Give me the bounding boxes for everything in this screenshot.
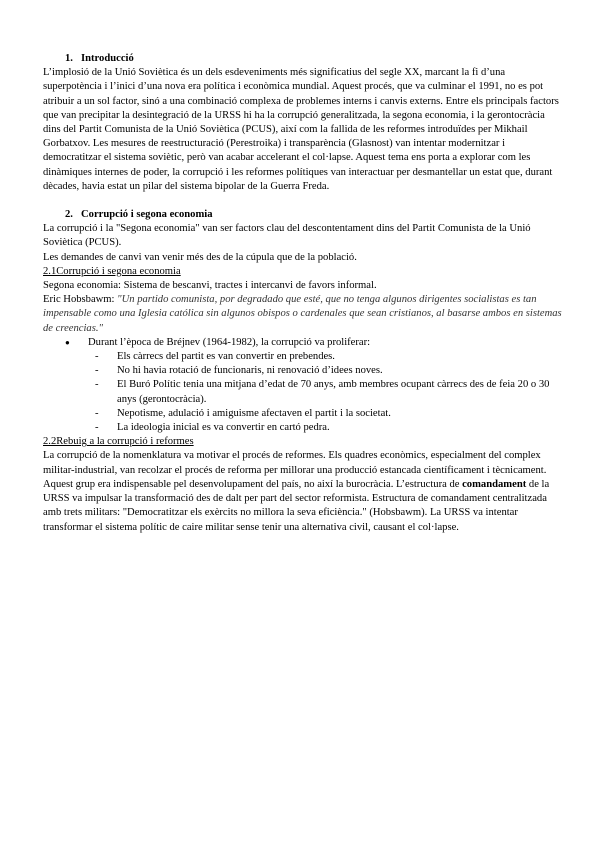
reforms-text-end: de la URSS va impulsar la transformació des de dalt per part del sector reformista. Estructura de comandament centralitzada amb trets militars: "Democratitzar els exèrcits no millora la seva eficiència." (Hobsbawm). La URSS va intentar transformar el sistema polític de caire militar sense tenir una alternativa civil, causant el col·lapse. (43, 478, 550, 533)
reforms-text-start: La corrupció de la nomenklatura va motivar el procés de reformes. Els quadres econòmics, especialment del complex militar-industrial, van recolzar el procés de reforma per millorar una producció estancada científicament i tècnicament. Aquest grup era indispensable pel desenvolupament del país, no així la burocràcia. L’estructura de (43, 450, 547, 490)
definition-second-economy: Segona economia: Sistema de bescanvi, tractes i intercanvi de favors informal. (43, 280, 377, 292)
section-heading-corruption (43, 208, 563, 222)
spacer (43, 194, 563, 208)
section2-paragraph-2: Les demandes de canvi van venir més des de la cúpula que de la població. (43, 251, 357, 263)
subsection-heading-2-1: 2.1Corrupció i segona economia (43, 265, 181, 277)
reforms-bold-term: comandament (462, 478, 527, 490)
subsection-heading-2-2: 2.2Rebuig a la corrupció i reformes (43, 436, 194, 448)
heading-title: Introducció (81, 53, 134, 64)
list-item: - Els càrrecs del partit es van convertir en prebendes. (95, 350, 563, 364)
section2-paragraph-1: La corrupció i la "Segona economia" van ser factors clau del descontentament dins del Partit Comunista de la Unió Soviètica (PCUS). (43, 223, 531, 249)
bullet-list (43, 336, 563, 350)
document-body (43, 52, 563, 535)
reforms-paragraph (43, 449, 563, 534)
list-item: - Nepotisme, adulació i amiguisme afectaven el partit i la societat. (95, 407, 563, 421)
quote-author: Eric Hobsbawm: (43, 294, 118, 306)
list-item: - No hi havia rotació de funcionaris, ni renovació d’idees noves. (95, 364, 563, 378)
section-heading-introduction (43, 52, 563, 66)
quote-text: "Un partido comunista, por degradado que esté, que no tenga algunos dirigentes socialistas es tan impensable como una Iglesia católica sin algunos obispos o cardenales que sean cristianos, al basarse ambos en sistemas de creencias." (43, 294, 562, 334)
list-item: - La ideologia inicial es va convertir en cartó pedra. (95, 421, 563, 435)
heading-number: 2. (65, 209, 73, 221)
list-item: - El Buró Polític tenia una mitjana d’edat de 70 anys, amb membres ocupant càrrecs des de feia 20 o 30 anys (gerontocràcia). (95, 378, 563, 406)
intro-paragraph: L’implosió de la Unió Soviètica és un dels esdeveniments més significatius del segle XX, marcant la fi d’una superpotència i l’inici d’una nova era política i econòmica mundial. Aquest procés, que va culminar el 1991, no es pot atribuir a un sol factor, sinó a una combinació complexa de problemes interns i canvis externs. Entre els principals factors que van precipitar la desintegració de la URSS hi ha la corrupció generalitzada, la segona economia, i la gerontocràcia dins del Partit Comunista de la Unió Soviètica (PCUS), així com la fallida de les reformes introduïdes per Mikhail Gorbatxov. Les mesures de reestructuració (Perestroika) i transparència (Glasnost) van intentar modernitzar i democratitzar el sistema soviètic, però van acabar accelerant el col·lapse. Aquest tema ens porta a explorar com les dinàmiques internes de poder, la corrupció i les reformes polítiques van interactuar per desmantellar un estat que, durant dècades, havia estat un pilar del sistema bipolar de la Guerra Freda. (43, 67, 559, 192)
heading-title: Corrupció i segona economia (81, 209, 213, 221)
hobsbawm-quote (43, 293, 563, 336)
dash-list (43, 350, 563, 435)
list-item: ● Durant l’època de Bréjnev (1964-1982), la corrupció va proliferar: (65, 336, 563, 350)
heading-number: 1. (65, 53, 73, 64)
